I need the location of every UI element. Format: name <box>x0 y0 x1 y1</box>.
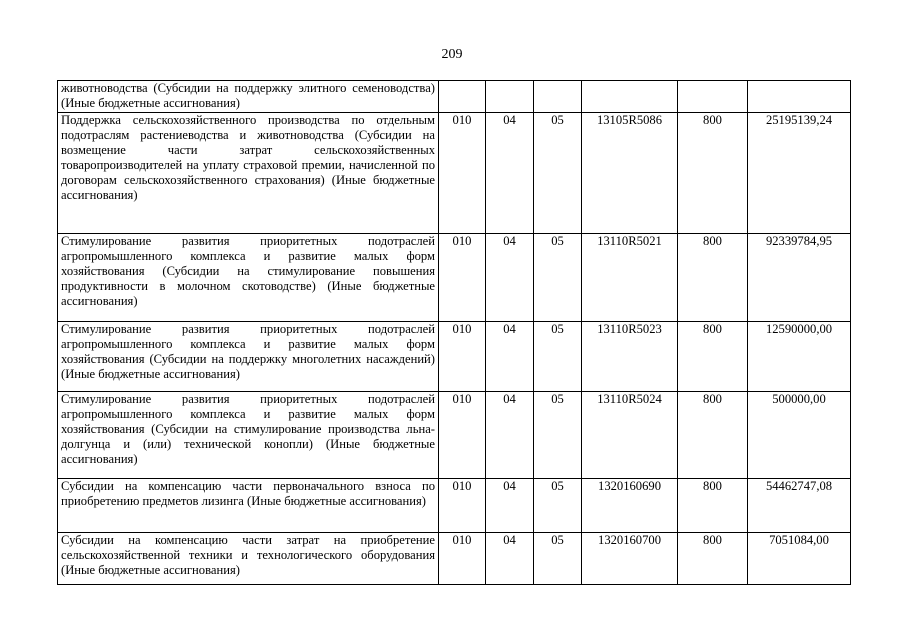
row-description: Субсидии на компенсацию части первоначального взноса по приобретению предметов лизинга (Иные бюджетные ассигнования) <box>58 479 439 533</box>
expense-type-code: 800 <box>678 533 748 585</box>
section-code: 04 <box>486 322 534 392</box>
target-article-code: 13110R5024 <box>582 392 678 479</box>
target-article-code: 1320160690 <box>582 479 678 533</box>
table-row <box>58 533 851 585</box>
ministry-code: 010 <box>439 322 486 392</box>
ministry-code: 010 <box>439 234 486 322</box>
section-code: 04 <box>486 479 534 533</box>
section-code: 04 <box>486 113 534 234</box>
section-code: 04 <box>486 533 534 585</box>
expense-type-code: 800 <box>678 322 748 392</box>
section-code <box>486 81 534 113</box>
row-description: Стимулирование развития приоритетных подотраслей агропромышленного комплекса и развитие малых форм хозяйствования (Субсидии на поддержку многолетних насаждений) (Иные бюджетные ассигнования) <box>58 322 439 392</box>
amount-cell: 54462747,08 <box>748 479 851 533</box>
amount-cell: 500000,00 <box>748 392 851 479</box>
target-article-code: 13105R5086 <box>582 113 678 234</box>
budget-table <box>57 80 851 585</box>
expense-type-code <box>678 81 748 113</box>
amount-cell: 12590000,00 <box>748 322 851 392</box>
target-article-code <box>582 81 678 113</box>
row-description: Поддержка сельскохозяйственного производства по отдельным подотраслям растениеводства и животноводства (Субсидии на возмещение части затрат сельскохозяйственных товаропроизводителей на уплату страховой премии, начисленной по договорам сельскохозяйственного страхования) (Иные бюджетные ассигнования) <box>58 113 439 234</box>
ministry-code: 010 <box>439 113 486 234</box>
table-row <box>58 113 851 234</box>
subsection-code: 05 <box>534 234 582 322</box>
expense-type-code: 800 <box>678 479 748 533</box>
amount-cell: 92339784,95 <box>748 234 851 322</box>
row-description: Субсидии на компенсацию части затрат на приобретение сельскохозяйственной техники и технологического оборудования (Иные бюджетные ассигнования) <box>58 533 439 585</box>
amount-cell: 7051084,00 <box>748 533 851 585</box>
expense-type-code: 800 <box>678 392 748 479</box>
expense-type-code: 800 <box>678 234 748 322</box>
expense-type-code: 800 <box>678 113 748 234</box>
amount-cell: 25195139,24 <box>748 113 851 234</box>
table-row <box>58 322 851 392</box>
target-article-code: 1320160700 <box>582 533 678 585</box>
ministry-code <box>439 81 486 113</box>
ministry-code: 010 <box>439 392 486 479</box>
subsection-code: 05 <box>534 113 582 234</box>
ministry-code: 010 <box>439 479 486 533</box>
page-number: 209 <box>441 47 463 62</box>
section-code: 04 <box>486 234 534 322</box>
subsection-code: 05 <box>534 479 582 533</box>
subsection-code <box>534 81 582 113</box>
subsection-code: 05 <box>534 322 582 392</box>
table-row <box>58 234 851 322</box>
row-description: Стимулирование развития приоритетных подотраслей агропромышленного комплекса и развитие малых форм хозяйствования (Субсидии на стимулирование производства льна-долгунца и (или) технической конопли) (Иные бюджетные ассигнования) <box>58 392 439 479</box>
target-article-code: 13110R5023 <box>582 322 678 392</box>
subsection-code: 05 <box>534 392 582 479</box>
subsection-code: 05 <box>534 533 582 585</box>
section-code: 04 <box>486 392 534 479</box>
table-row <box>58 392 851 479</box>
row-description: животноводства (Субсидии на поддержку элитного семеноводства) (Иные бюджетные ассигнования) <box>58 81 439 113</box>
table-row <box>58 479 851 533</box>
ministry-code: 010 <box>439 533 486 585</box>
table-row <box>58 81 851 113</box>
target-article-code: 13110R5021 <box>582 234 678 322</box>
table-body <box>58 81 851 585</box>
amount-cell <box>748 81 851 113</box>
row-description: Стимулирование развития приоритетных подотраслей агропромышленного комплекса и развитие малых форм хозяйствования (Субсидии на стимулирование повышения продуктивности в молочном скотоводстве) (Иные бюджетные ассигнования) <box>58 234 439 322</box>
